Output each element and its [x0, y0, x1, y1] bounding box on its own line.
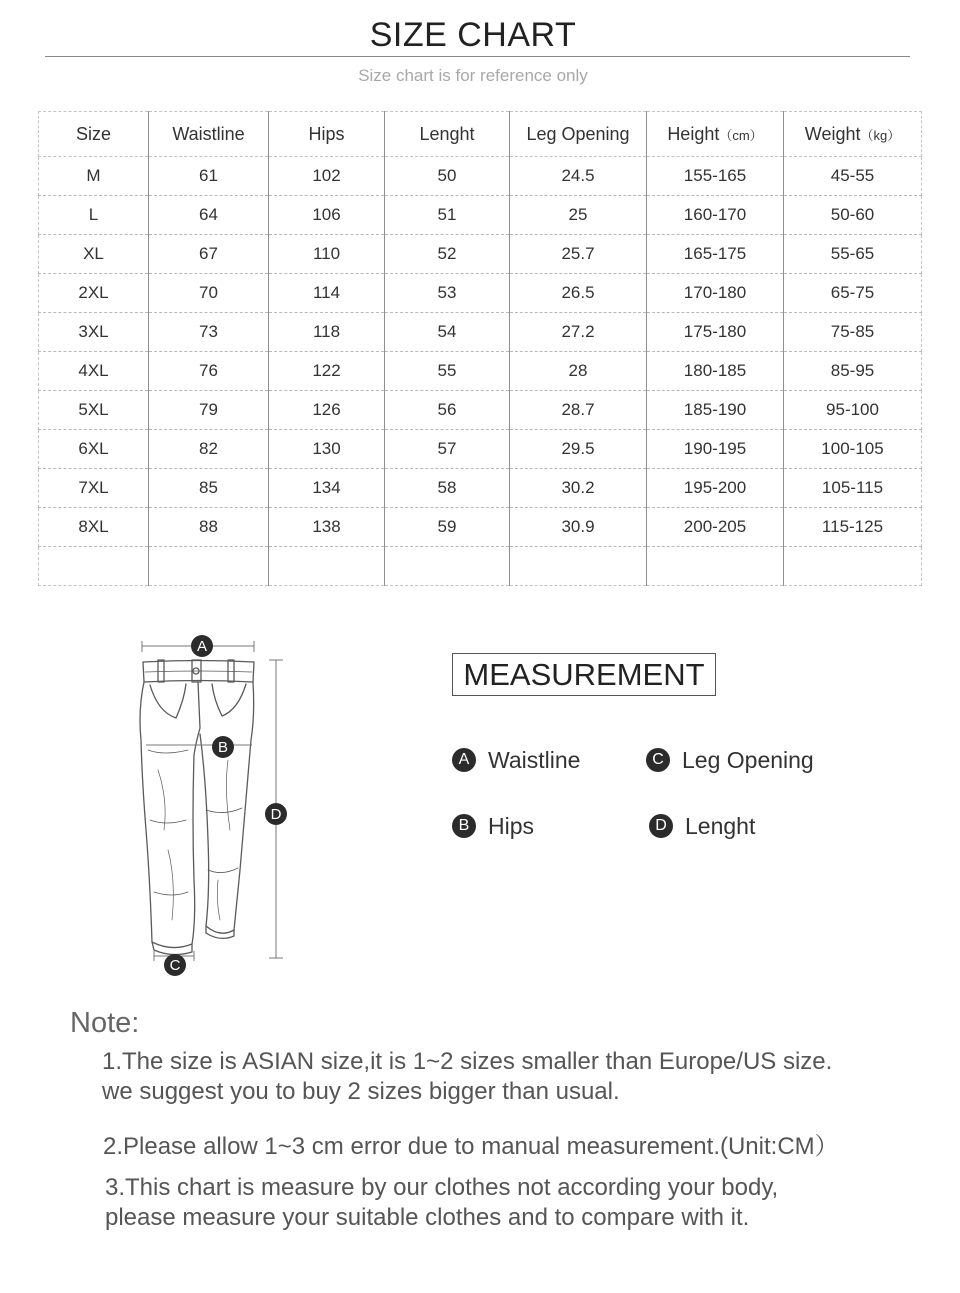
legend-label: Waistline [488, 747, 581, 773]
header-cell-waistline: Waistline [149, 112, 269, 157]
cell-height: 170-180 [647, 274, 784, 313]
cell-size: 8XL [39, 508, 149, 547]
cell-size: 5XL [39, 391, 149, 430]
cell-height: 175-180 [647, 313, 784, 352]
cell-hips: 106 [269, 196, 385, 235]
note-line-3: 3.This chart is measure by our clothes not according your body, [105, 1174, 779, 1201]
cell-height: 195-200 [647, 469, 784, 508]
cell-size: L [39, 196, 149, 235]
cell-weight: 105-115 [784, 469, 922, 508]
cell-waistline: 76 [149, 352, 269, 391]
cell-height [647, 547, 784, 586]
cell-size: 3XL [39, 313, 149, 352]
header-cell-height: Height（cm） [647, 112, 784, 157]
cell-waistline: 79 [149, 391, 269, 430]
cell-height: 165-175 [647, 235, 784, 274]
cell-size: 4XL [39, 352, 149, 391]
cell-size: M [39, 157, 149, 196]
legend-badge: C [646, 748, 670, 772]
legend-label: Hips [488, 813, 535, 839]
table-row [39, 469, 922, 508]
legend-length [649, 813, 755, 840]
cell-leg-opening: 25.7 [510, 235, 647, 274]
cell-waistline: 85 [149, 469, 269, 508]
cell-leg-opening: 26.5 [510, 274, 647, 313]
cell-leg-opening: 25 [510, 196, 647, 235]
marker-c [164, 954, 186, 976]
cell-length: 57 [385, 430, 510, 469]
cell-leg-opening: 24.5 [510, 157, 647, 196]
height-unit: （cm） [719, 127, 763, 143]
legend-waistline [452, 747, 580, 774]
table-row [39, 352, 922, 391]
table-row [39, 313, 922, 352]
cell-hips: 114 [269, 274, 385, 313]
header-cell-size: Size [39, 112, 149, 157]
measurement-heading: MEASUREMENT [452, 653, 716, 696]
cell-waistline: 67 [149, 235, 269, 274]
table-row [39, 235, 922, 274]
cell-leg-opening: 30.2 [510, 469, 647, 508]
legend-badge: A [452, 748, 476, 772]
cell-hips: 134 [269, 469, 385, 508]
cell-leg-opening: 27.2 [510, 313, 647, 352]
cell-size [39, 547, 149, 586]
note-line-1b: we suggest you to buy 2 sizes bigger than usual. [102, 1078, 620, 1105]
cell-hips: 110 [269, 235, 385, 274]
cell-size: 6XL [39, 430, 149, 469]
notes-title: Note: [70, 1007, 140, 1039]
cell-waistline: 61 [149, 157, 269, 196]
cell-size: 7XL [39, 469, 149, 508]
note-line-1: 1.The size is ASIAN size,it is 1~2 sizes smaller than Europe/US size. [102, 1048, 833, 1075]
cell-height: 200-205 [647, 508, 784, 547]
header-cell-leg-opening: Leg Opening [510, 112, 647, 157]
legend-badge: B [452, 814, 476, 838]
cell-length: 51 [385, 196, 510, 235]
cell-weight: 75-85 [784, 313, 922, 352]
cell-waistline [149, 547, 269, 586]
cell-size: XL [39, 235, 149, 274]
cell-length: 56 [385, 391, 510, 430]
header-cell-hips: Hips [269, 112, 385, 157]
cell-length: 50 [385, 157, 510, 196]
cell-length [385, 547, 510, 586]
legend-label: Leg Opening [682, 747, 814, 773]
cell-weight: 65-75 [784, 274, 922, 313]
legend-badge: D [649, 814, 673, 838]
cell-length: 54 [385, 313, 510, 352]
note-line-3b: please measure your suitable clothes and to compare with it. [105, 1204, 750, 1231]
cell-weight: 95-100 [784, 391, 922, 430]
cell-length: 52 [385, 235, 510, 274]
table-row [39, 157, 922, 196]
cell-height: 185-190 [647, 391, 784, 430]
cell-leg-opening: 28.7 [510, 391, 647, 430]
cell-leg-opening [510, 547, 647, 586]
table-row [39, 391, 922, 430]
cell-height: 160-170 [647, 196, 784, 235]
cell-waistline: 70 [149, 274, 269, 313]
marker-d [265, 803, 287, 825]
svg-text:A: A [196, 638, 208, 655]
cell-waistline: 73 [149, 313, 269, 352]
cell-height: 190-195 [647, 430, 784, 469]
cell-length: 58 [385, 469, 510, 508]
cell-leg-opening: 30.9 [510, 508, 647, 547]
cell-weight: 85-95 [784, 352, 922, 391]
cell-length: 53 [385, 274, 510, 313]
table-row [39, 196, 922, 235]
table-header-row [39, 112, 922, 157]
cell-height: 155-165 [647, 157, 784, 196]
pants-diagram [128, 630, 298, 980]
cell-length: 59 [385, 508, 510, 547]
header-cell-length: Lenght [385, 112, 510, 157]
cell-length: 55 [385, 352, 510, 391]
table-row [39, 508, 922, 547]
marker-a [191, 635, 213, 657]
header-cell-weight: Weight（kg） [784, 112, 922, 157]
cell-hips [269, 547, 385, 586]
cell-leg-opening: 28 [510, 352, 647, 391]
title-divider [45, 56, 910, 57]
legend-leg-opening [646, 747, 814, 774]
page-subtitle: Size chart is for reference only [358, 66, 588, 85]
cell-weight: 115-125 [784, 508, 922, 547]
cell-hips: 102 [269, 157, 385, 196]
cell-leg-opening: 29.5 [510, 430, 647, 469]
cell-hips: 118 [269, 313, 385, 352]
cell-hips: 122 [269, 352, 385, 391]
marker-b [212, 736, 234, 758]
cell-size: 2XL [39, 274, 149, 313]
cell-weight: 45-55 [784, 157, 922, 196]
legend-label: Lenght [685, 813, 756, 839]
cell-hips: 126 [269, 391, 385, 430]
svg-text:B: B [217, 739, 229, 756]
table-row [39, 547, 922, 586]
table-row [39, 274, 922, 313]
cell-weight [784, 547, 922, 586]
cell-waistline: 82 [149, 430, 269, 469]
cell-hips: 138 [269, 508, 385, 547]
note-line-2: 2.Please allow 1~3 cm error due to manual measurement.(Unit:CM） [103, 1133, 839, 1160]
cell-waistline: 88 [149, 508, 269, 547]
cell-weight: 100-105 [784, 430, 922, 469]
cell-weight: 55-65 [784, 235, 922, 274]
cell-hips: 130 [269, 430, 385, 469]
cell-weight: 50-60 [784, 196, 922, 235]
table-row [39, 430, 922, 469]
weight-unit: （kg） [860, 127, 901, 143]
cell-waistline: 64 [149, 196, 269, 235]
size-chart-table [38, 111, 922, 586]
cell-height: 180-185 [647, 352, 784, 391]
svg-text:D: D [270, 806, 282, 823]
svg-text:C: C [169, 957, 181, 974]
legend-hips [452, 813, 534, 840]
page-title: SIZE CHART [369, 16, 577, 54]
